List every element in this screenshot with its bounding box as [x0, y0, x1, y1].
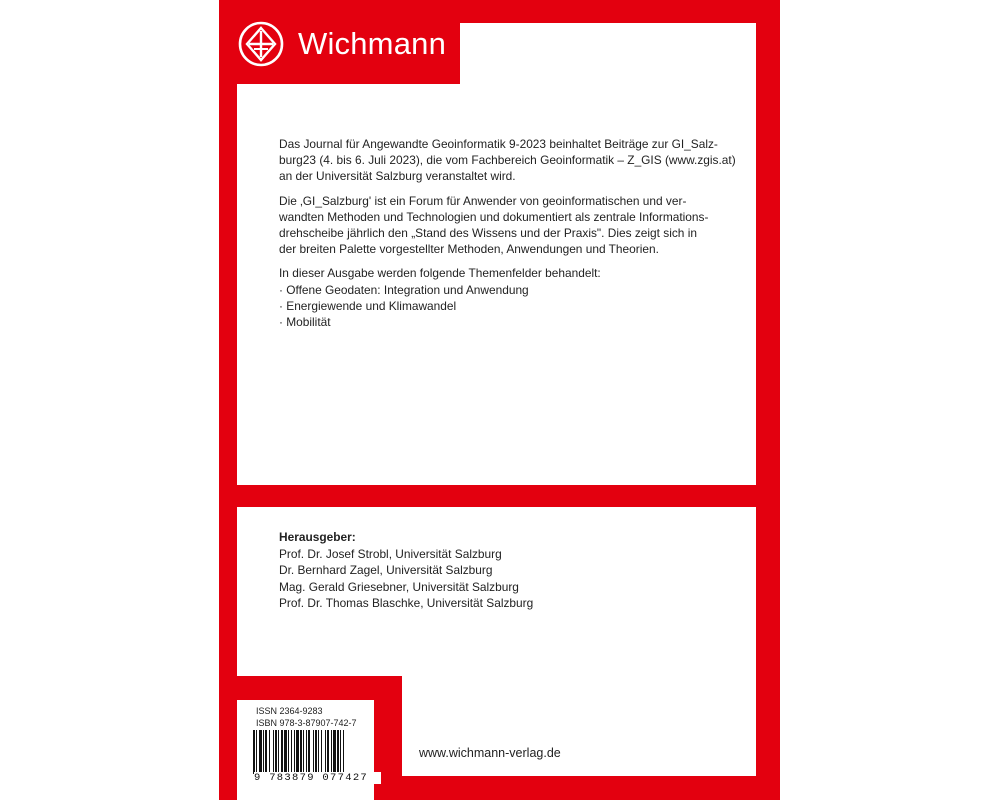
text-line: der breiten Palette vorgestellter Methoden, Anwendungen und Theorien. — [279, 242, 659, 257]
editor-name: Prof. Dr. Thomas Blaschke, Universität Salzburg — [279, 596, 534, 610]
text-line: drehscheibe jährlich den „Stand des Wissens und der Praxis". Dies zeigt sich in — [279, 226, 697, 241]
text-line: an der Universität Salzburg veranstaltet wird. — [279, 169, 516, 184]
wichmann-emblem-icon — [237, 20, 285, 68]
topic-item: · Mobilität — [279, 315, 331, 330]
editor-name: Dr. Bernhard Zagel, Universität Salzburg — [279, 563, 493, 577]
editors-heading: Herausgeber: — [279, 530, 356, 544]
editors-list — [279, 529, 533, 612]
text-line: wandten Methoden und Technologien und dokumentiert als zentrale Informations- — [279, 209, 709, 224]
topic-item: · Energiewende und Klimawandel — [279, 298, 457, 313]
text-line: Das Journal für Angewandte Geoinformatik 9-2023 beinhaltet Beiträge zur GI_Salz- — [279, 137, 718, 151]
editor-name: Mag. Gerald Griesebner, Universität Salzburg — [279, 579, 519, 594]
identifier-block — [256, 705, 357, 729]
publisher-website[interactable]: www.wichmann-verlag.de — [419, 746, 561, 760]
book-back-cover — [219, 0, 780, 800]
topics-heading: In dieser Ausgabe werden folgende Themenfelder behandelt: — [279, 266, 601, 281]
isbn-label: ISBN 978-3-87907-742-7 — [256, 718, 357, 728]
topics-list — [279, 265, 699, 330]
publisher-name: Wichmann — [298, 26, 447, 61]
editor-name: Prof. Dr. Josef Strobl, Universität Salzburg — [279, 546, 502, 561]
barcode-digits: 9 783879 077427 — [254, 772, 381, 784]
text-line: burg23 (4. bis 6. Juli 2023), die vom Fachbereich Geoinformatik – Z_GIS (www.zgis.at) — [279, 153, 736, 168]
intro-paragraph-1 — [279, 136, 736, 185]
website-panel — [402, 676, 756, 776]
publisher-logo — [237, 20, 446, 68]
topic-item: · Offene Geodaten: Integration und Anwendung — [279, 282, 529, 297]
description-text — [279, 136, 736, 338]
issn-label: ISSN 2364-9283 — [256, 706, 323, 716]
intro-paragraph-2 — [279, 193, 709, 258]
text-line: Die ‚GI_Salzburg' ist ein Forum für Anwender von geoinformatischen und ver- — [279, 193, 687, 208]
barcode — [253, 730, 381, 774]
